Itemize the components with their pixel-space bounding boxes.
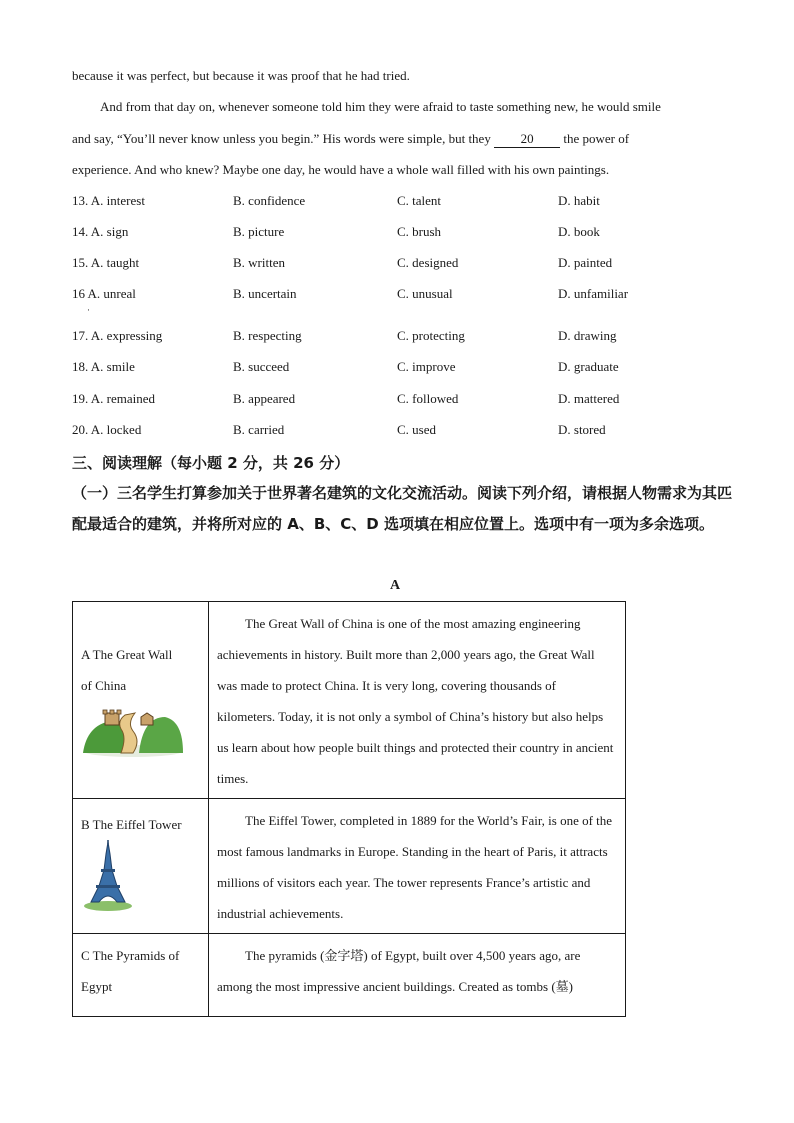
question-row xyxy=(72,359,672,377)
option-c: C. talent xyxy=(397,193,442,208)
option-c: C. designed xyxy=(397,255,459,270)
passage-line-1: because it was perfect, but because it was proof that he had tried. xyxy=(72,68,410,83)
building-description-cell xyxy=(209,934,626,1017)
option-a: 16 A. unreal xyxy=(72,286,136,301)
question-row xyxy=(72,193,672,211)
passage-line-2: And from that day on, whenever someone told him they were afraid to taste something new, he would smile xyxy=(100,99,661,114)
option-c: C. improve xyxy=(397,359,456,374)
building-name-cell xyxy=(73,799,209,934)
building-name-cell xyxy=(73,602,209,799)
option-d: D. book xyxy=(558,224,600,239)
option-b: B. uncertain xyxy=(233,286,297,301)
blank-20: 20 xyxy=(494,131,560,148)
option-c: C. unusual xyxy=(397,286,453,301)
building-description: The Great Wall of China is one of the most amazing engineering achievements in history. Built more than 2,000 years ago, the Great Wall was made to protect China. It is very long, covering thousands of kilometers. Today, it is not only a symbol of China’s history but also helps us learn about how people built things and protected their country in ancient times. xyxy=(217,616,614,786)
building-description: The Eiffel Tower, completed in 1889 for the World’s Fair, is one of the most famous landmarks in Europe. Standing in the heart of Paris, it attracts millions of visitors each year. The tower represents France’s artistic and industrial achievements. xyxy=(217,813,613,921)
great-wall-icon xyxy=(81,707,185,757)
question-16-dot: · xyxy=(87,305,90,315)
passage-line-3-before: and say, “You’ll never know unless you begin.” His words were simple, but they xyxy=(72,131,491,146)
option-c: C. followed xyxy=(397,391,459,406)
question-row xyxy=(72,328,672,346)
building-name-cont: Egypt xyxy=(81,979,113,994)
option-b: B. respecting xyxy=(233,328,302,343)
option-a: 14. A. sign xyxy=(72,224,129,239)
building-name-cell xyxy=(73,934,209,1017)
building-name: A The Great Wall xyxy=(81,647,173,662)
building-name: C The Pyramids of xyxy=(81,948,180,963)
option-a: 15. A. taught xyxy=(72,255,140,270)
option-b: B. appeared xyxy=(233,391,296,406)
building-name: B The Eiffel Tower xyxy=(81,817,182,832)
instructions: （一）三名学生打算参加关于世界著名建筑的文化交流活动。阅读下列介绍，请根据人物需求为其匹配最适合的建筑，并将所对应的 A、B、C、D 选项填在相应位置上。选项中有一项为多余选项。 xyxy=(72,484,733,533)
building-description: The pyramids (金字塔) of Egypt, built over 4,500 years ago, are among the most impressive ancient buildings. Created as tombs (墓) xyxy=(217,948,581,994)
building-description-cell xyxy=(209,799,626,934)
option-d: D. graduate xyxy=(558,359,619,374)
question-row xyxy=(72,255,672,273)
question-row xyxy=(72,224,672,242)
option-b: B. picture xyxy=(233,224,285,239)
question-row xyxy=(72,286,672,304)
question-row xyxy=(72,422,672,440)
option-d: D. drawing xyxy=(558,328,617,343)
table-row xyxy=(73,602,626,799)
option-b: B. carried xyxy=(233,422,285,437)
eiffel-tower-icon xyxy=(81,840,135,912)
option-b: B. confidence xyxy=(233,193,306,208)
passage-line-4: experience. And who knew? Maybe one day, he would have a whole wall filled with his own paintings. xyxy=(72,162,610,177)
option-c: C. protecting xyxy=(397,328,465,343)
option-d: D. mattered xyxy=(558,391,620,406)
option-a: 20. A. locked xyxy=(72,422,142,437)
section-label: A xyxy=(390,578,401,593)
passage-line-3 xyxy=(72,131,629,148)
table-row xyxy=(73,799,626,934)
option-d: D. stored xyxy=(558,422,606,437)
building-description-cell xyxy=(209,602,626,799)
option-b: B. succeed xyxy=(233,359,290,374)
option-d: D. unfamiliar xyxy=(558,286,629,301)
option-d: D. habit xyxy=(558,193,600,208)
option-d: D. painted xyxy=(558,255,613,270)
option-a: 19. A. remained xyxy=(72,391,156,406)
option-c: C. brush xyxy=(397,224,442,239)
option-b: B. written xyxy=(233,255,285,270)
option-a: 17. A. expressing xyxy=(72,328,163,343)
building-name-cont: of China xyxy=(81,678,127,693)
option-a: 13. A. interest xyxy=(72,193,145,208)
building-table xyxy=(72,601,626,1017)
table-row xyxy=(73,934,626,1017)
question-row xyxy=(72,391,672,409)
option-c: C. used xyxy=(397,422,436,437)
passage-line-3-after: the power of xyxy=(563,131,630,146)
section-heading: 三、阅读理解（每小题 2 分，共 26 分） xyxy=(72,454,350,472)
option-a: 18. A. smile xyxy=(72,359,135,374)
